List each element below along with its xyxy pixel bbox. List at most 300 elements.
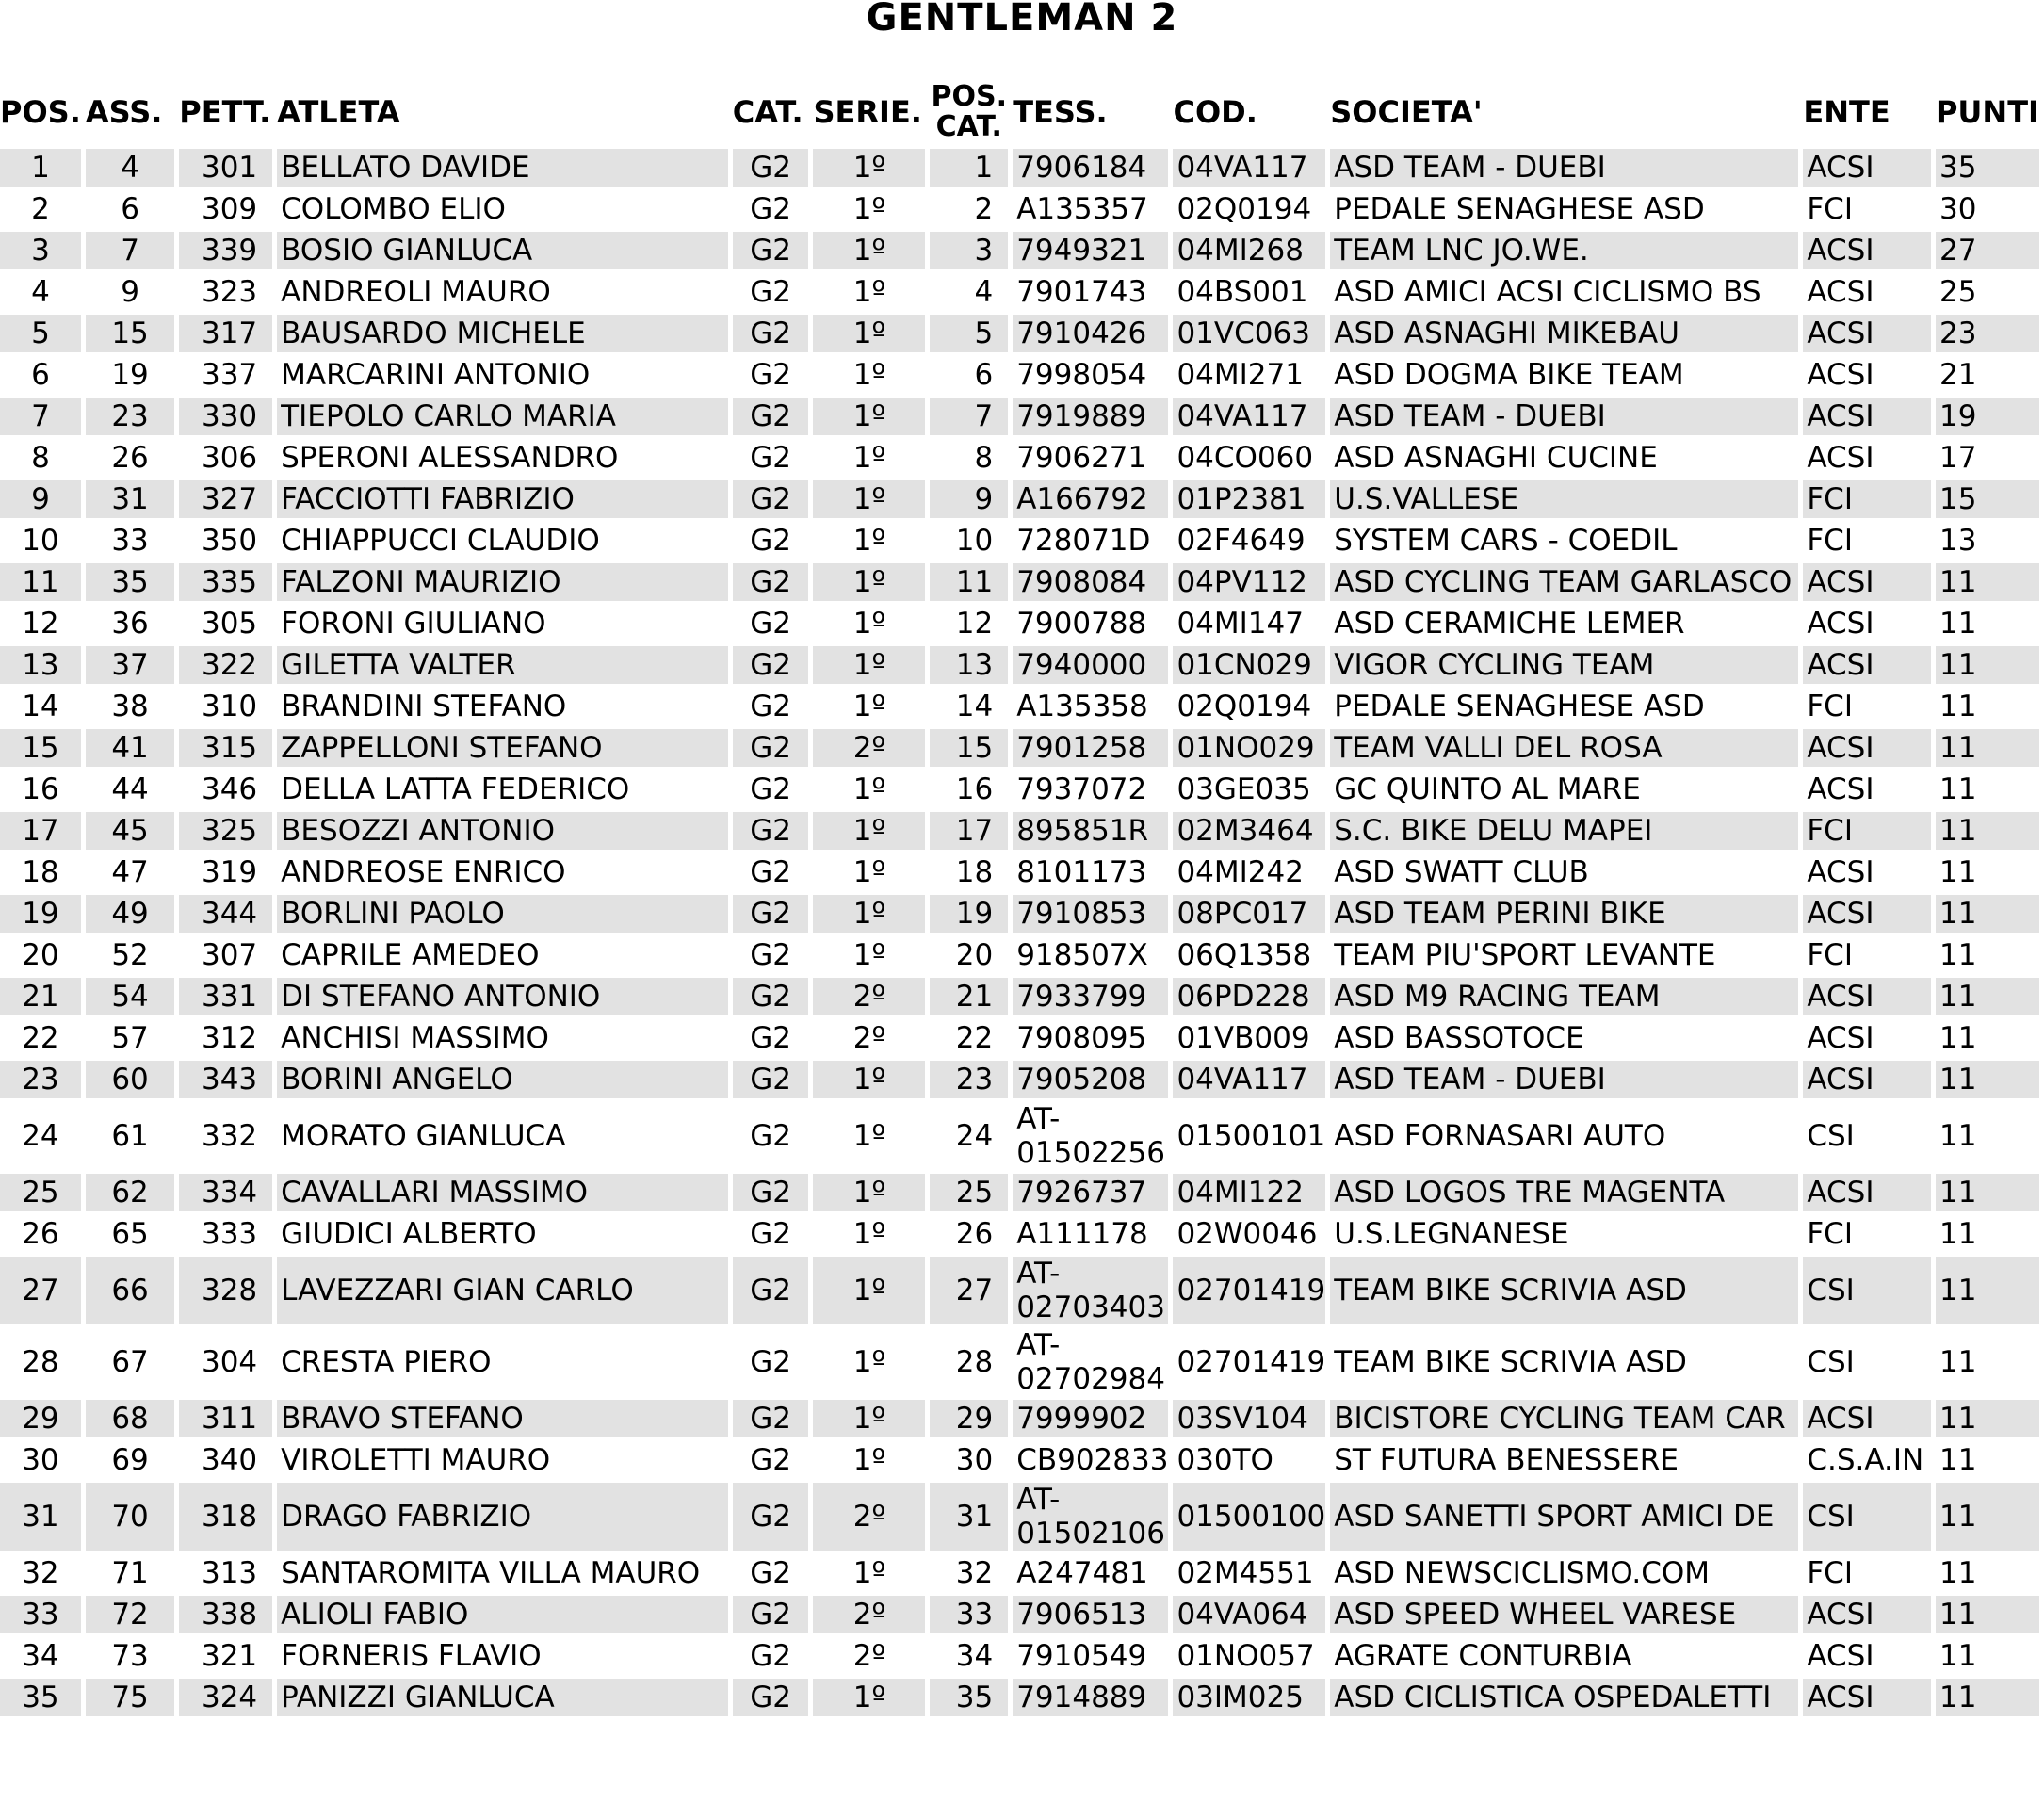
cell-ente: ACSI	[1803, 646, 1931, 684]
table-row	[0, 190, 2039, 228]
table-row	[0, 936, 2039, 974]
cell-ente: ACSI	[1803, 1061, 1931, 1098]
cell-tess: A111178	[1016, 1217, 1148, 1251]
cell-cat: G2	[750, 1021, 791, 1055]
cell-atleta: DI STEFANO ANTONIO	[277, 978, 728, 1015]
cell-cat: G2	[733, 398, 809, 435]
table-row	[0, 1215, 2039, 1253]
table-row	[0, 605, 2039, 642]
cell-cat: G2	[750, 441, 791, 475]
cell-punti: 11	[1936, 1679, 2039, 1716]
cell-punti: 11	[1939, 938, 1977, 972]
cell-serie: 1º	[852, 441, 886, 475]
table-row	[0, 688, 2039, 725]
cell-atleta: BRANDINI STEFANO	[281, 690, 567, 723]
cell-tess: 7914889	[1013, 1679, 1168, 1716]
table-row	[0, 1596, 2039, 1633]
cell-tess: 7933799	[1013, 978, 1168, 1015]
cell-societa: S.C. BIKE DELU MAPEI	[1330, 812, 1798, 850]
cell-pett: 304	[201, 1345, 258, 1379]
header-atleta: ATLETA	[277, 94, 400, 130]
cell-atleta: ANDREOSE ENRICO	[281, 855, 566, 889]
cell-pos-cat: 16	[955, 772, 994, 806]
cell-cat: G2	[733, 812, 809, 850]
cell-atleta: FACCIOTTI FABRIZIO	[277, 480, 728, 518]
cell-ass: 47	[111, 855, 149, 889]
cell-societa: ST FUTURA BENESSERE	[1334, 1443, 1679, 1477]
cell-pett: 325	[179, 812, 272, 850]
cell-cod: 01NO029	[1173, 729, 1325, 767]
cell-serie: 1º	[852, 607, 886, 641]
table-row	[0, 1328, 2039, 1396]
cell-ente: ACSI	[1807, 1021, 1874, 1055]
cell-cat: G2	[733, 1400, 809, 1437]
cell-pos: 32	[22, 1556, 59, 1590]
cell-ente: FCI	[1807, 1217, 1853, 1251]
cell-pos: 5	[0, 315, 81, 352]
cell-serie: 1º	[813, 480, 925, 518]
cell-atleta: TIEPOLO CARLO MARIA	[277, 398, 728, 435]
cell-cod: 04VA117	[1173, 1061, 1325, 1098]
cell-ass: 60	[86, 1061, 174, 1098]
cell-atleta: GILETTA VALTER	[277, 646, 728, 684]
cell-pos: 31	[0, 1483, 81, 1551]
cell-pos: 3	[0, 232, 81, 269]
cell-atleta: SANTAROMITA VILLA MAURO	[281, 1556, 701, 1590]
cell-societa: ASD CICLISTICA OSPEDALETTI	[1330, 1679, 1798, 1716]
cell-punti: 11	[1939, 772, 1977, 806]
table-row	[0, 1102, 2039, 1170]
cell-cat: G2	[733, 480, 809, 518]
cell-ass: 26	[111, 441, 149, 475]
cell-ente: FCI	[1807, 524, 1853, 558]
cell-pos-cat: 3	[930, 232, 1008, 269]
cell-serie: 2º	[813, 1596, 925, 1633]
cell-cod: 04BS001	[1176, 275, 1308, 309]
cell-pos: 34	[22, 1639, 59, 1673]
cell-ente: ACSI	[1803, 149, 1931, 187]
cell-atleta: DELLA LATTA FEDERICO	[281, 772, 630, 806]
cell-cat: G2	[733, 232, 809, 269]
cell-tess: A135358	[1016, 690, 1148, 723]
cell-tess: 7910549	[1016, 1639, 1147, 1673]
cell-pos: 20	[22, 938, 59, 972]
cell-tess: A135357	[1016, 192, 1148, 226]
cell-pos-cat: 33	[930, 1596, 1008, 1633]
cell-atleta: MORATO GIANLUCA	[281, 1119, 566, 1153]
cell-tess: 7901258	[1013, 729, 1168, 767]
cell-cat: G2	[750, 1119, 791, 1153]
cell-cod: 04MI122	[1173, 1174, 1325, 1211]
cell-cod: 01NO057	[1176, 1639, 1315, 1673]
table-row	[0, 149, 2039, 187]
cell-pos: 18	[22, 855, 59, 889]
cell-ente: ACSI	[1803, 895, 1931, 933]
table-row	[0, 1061, 2039, 1098]
cell-pos-cat: 17	[930, 812, 1008, 850]
cell-tess: 7906271	[1016, 441, 1147, 475]
cell-cat: G2	[733, 978, 809, 1015]
cell-cat: G2	[733, 729, 809, 767]
cell-cat: G2	[750, 1345, 791, 1379]
cell-cod: 04VA064	[1173, 1596, 1325, 1633]
cell-tess: CB902833	[1016, 1443, 1169, 1477]
cell-serie: 1º	[852, 938, 886, 972]
cell-tess: 7940000	[1013, 646, 1168, 684]
cell-ente: ACSI	[1807, 855, 1874, 889]
cell-pos: 1	[0, 149, 81, 187]
cell-serie: 1º	[813, 232, 925, 269]
cell-cod: 01P2381	[1173, 480, 1325, 518]
cell-tess: 7910853	[1013, 895, 1168, 933]
cell-cod: 02701419	[1176, 1345, 1326, 1379]
cell-pos-cat: 21	[930, 978, 1008, 1015]
cell-ente: ACSI	[1807, 441, 1874, 475]
table-row	[0, 480, 2039, 518]
cell-ente: FCI	[1807, 938, 1853, 972]
cell-punti: 35	[1936, 149, 2039, 187]
cell-pett: 335	[179, 563, 272, 601]
cell-ente: ACSI	[1807, 1639, 1874, 1673]
cell-ente: CSI	[1803, 1257, 1931, 1324]
cell-ente: FCI	[1803, 812, 1931, 850]
cell-serie: 1º	[813, 1061, 925, 1098]
cell-pos-cat: 11	[930, 563, 1008, 601]
cell-societa: ASD DOGMA BIKE TEAM	[1334, 358, 1684, 392]
cell-serie: 1º	[813, 398, 925, 435]
cell-cod: 04PV112	[1173, 563, 1325, 601]
cell-cod: 06PD228	[1173, 978, 1325, 1015]
cell-cod: 01VC063	[1173, 315, 1325, 352]
cell-cod: 03SV104	[1173, 1400, 1325, 1437]
cell-tess: AT-02703403	[1013, 1257, 1168, 1324]
cell-cod: 08PC017	[1173, 895, 1325, 933]
cell-cat: G2	[733, 563, 809, 601]
results-body	[0, 149, 2039, 1716]
cell-cod: 06Q1358	[1176, 938, 1312, 972]
cell-cod: 04MI147	[1176, 607, 1304, 641]
cell-ass: 45	[86, 812, 174, 850]
cell-atleta: BELLATO DAVIDE	[277, 149, 728, 187]
cell-societa: GC QUINTO AL MARE	[1334, 772, 1641, 806]
cell-tess: 728071D	[1016, 524, 1151, 558]
cell-pos-cat: 9	[930, 480, 1008, 518]
cell-punti: 17	[1939, 441, 1977, 475]
cell-punti: 15	[1936, 480, 2039, 518]
cell-tess: 918507X	[1016, 938, 1148, 972]
cell-pett: 301	[179, 149, 272, 187]
cell-serie: 1º	[852, 358, 886, 392]
cell-pos-cat: 6	[974, 358, 994, 392]
table-row	[0, 895, 2039, 933]
cell-societa: TEAM LNC JO.WE.	[1330, 232, 1798, 269]
cell-societa: ASD TEAM - DUEBI	[1330, 1061, 1798, 1098]
cell-pos: 17	[0, 812, 81, 850]
cell-atleta: COLOMBO ELIO	[281, 192, 506, 226]
cell-cat: G2	[733, 149, 809, 187]
cell-cod: 030TO	[1176, 1443, 1273, 1477]
cell-atleta: CAVALLARI MASSIMO	[277, 1174, 728, 1211]
header-societa: SOCIETA'	[1330, 94, 1483, 130]
cell-pos-cat: 14	[955, 690, 994, 723]
cell-ass: 69	[111, 1443, 149, 1477]
header-row	[0, 79, 2039, 145]
cell-pos-cat: 35	[930, 1679, 1008, 1716]
cell-ente: CSI	[1807, 1345, 1855, 1379]
cell-cat: G2	[733, 895, 809, 933]
cell-ass: 35	[86, 563, 174, 601]
table-row	[0, 646, 2039, 684]
cell-pos-cat: 7	[930, 398, 1008, 435]
cell-societa: TEAM BIKE SCRIVIA ASD	[1330, 1257, 1798, 1324]
cell-serie: 1º	[813, 1174, 925, 1211]
cell-punti: 30	[1939, 192, 1977, 226]
cell-pett: 339	[179, 232, 272, 269]
cell-pett: 323	[201, 275, 258, 309]
cell-pos-cat: 22	[955, 1021, 994, 1055]
cell-atleta: GIUDICI ALBERTO	[281, 1217, 537, 1251]
cell-pos: 2	[31, 192, 50, 226]
cell-cod: 04MI268	[1173, 232, 1325, 269]
table-row	[0, 522, 2039, 560]
cell-pos: 16	[22, 772, 59, 806]
cell-pett: 344	[179, 895, 272, 933]
cell-cod: 04MI242	[1176, 855, 1304, 889]
cell-ente: ACSI	[1803, 563, 1931, 601]
cell-tess: AT-02702984	[1016, 1328, 1165, 1396]
cell-punti: 11	[1936, 729, 2039, 767]
cell-pett: 317	[179, 315, 272, 352]
cell-pett: 306	[201, 441, 258, 475]
cell-ente: ACSI	[1803, 729, 1931, 767]
cell-punti: 11	[1936, 563, 2039, 601]
cell-serie: 1º	[813, 149, 925, 187]
cell-pett: 330	[179, 398, 272, 435]
cell-pett: 346	[201, 772, 258, 806]
cell-tess: 7919889	[1013, 398, 1168, 435]
cell-cod: 02M3464	[1173, 812, 1325, 850]
cell-ass: 68	[86, 1400, 174, 1437]
cell-pos: 13	[0, 646, 81, 684]
cell-ente: ACSI	[1807, 772, 1874, 806]
cell-cat: G2	[733, 1483, 809, 1551]
cell-pos: 29	[0, 1400, 81, 1437]
cell-pos-cat: 29	[930, 1400, 1008, 1437]
cell-tess: 7999902	[1013, 1400, 1168, 1437]
cell-ass: 6	[121, 192, 139, 226]
cell-cod: 04VA117	[1173, 398, 1325, 435]
cell-cat: G2	[750, 1639, 791, 1673]
cell-pos: 8	[31, 441, 50, 475]
cell-punti: 11	[1939, 1556, 1977, 1590]
cell-cat: G2	[750, 275, 791, 309]
cell-punti: 13	[1939, 524, 1977, 558]
cell-pos-cat: 1	[930, 149, 1008, 187]
cell-ente: ACSI	[1803, 1174, 1931, 1211]
cell-pett: 332	[201, 1119, 258, 1153]
cell-societa: ASD SPEED WHEEL VARESE	[1330, 1596, 1798, 1633]
cell-pett: 312	[201, 1021, 258, 1055]
cell-ente: ACSI	[1803, 1400, 1931, 1437]
cell-cod: 04MI271	[1176, 358, 1304, 392]
cell-atleta: CHIAPPUCCI CLAUDIO	[281, 524, 600, 558]
cell-pos-cat: 28	[955, 1345, 994, 1379]
cell-ass: 66	[86, 1257, 174, 1324]
cell-ass: 62	[86, 1174, 174, 1211]
table-row	[0, 1483, 2039, 1551]
cell-societa: PEDALE SENAGHESE ASD	[1334, 192, 1705, 226]
cell-pos: 6	[31, 358, 50, 392]
cell-pett: 343	[179, 1061, 272, 1098]
cell-punti: 11	[1936, 978, 2039, 1015]
cell-pett: 318	[179, 1483, 272, 1551]
cell-serie: 1º	[813, 1679, 925, 1716]
cell-ass: 70	[86, 1483, 174, 1551]
table-row	[0, 978, 2039, 1015]
table-row	[0, 1400, 2039, 1437]
cell-cod: 04VA117	[1173, 149, 1325, 187]
cell-ass: 65	[111, 1217, 149, 1251]
cell-tess: 7906184	[1013, 149, 1168, 187]
cell-serie: 2º	[852, 1639, 886, 1673]
cell-pos-cat: 13	[930, 646, 1008, 684]
cell-societa: TEAM PIU'SPORT LEVANTE	[1334, 938, 1716, 972]
cell-ass: 61	[111, 1119, 149, 1153]
cell-punti: 11	[1936, 1061, 2039, 1098]
cell-atleta: ALIOLI FABIO	[277, 1596, 728, 1633]
cell-serie: 1º	[813, 646, 925, 684]
cell-serie: 1º	[852, 1556, 886, 1590]
cell-societa: AGRATE CONTURBIA	[1334, 1639, 1632, 1673]
cell-cod: 01500101	[1176, 1119, 1326, 1153]
cell-ente: FCI	[1807, 192, 1853, 226]
cell-societa: ASD ASNAGHI MIKEBAU	[1330, 315, 1798, 352]
table-row	[0, 356, 2039, 394]
cell-tess: 8101173	[1016, 855, 1147, 889]
cell-pos: 22	[22, 1021, 59, 1055]
cell-pett: 322	[179, 646, 272, 684]
cell-ass: 9	[121, 275, 139, 309]
cell-tess: 7937072	[1016, 772, 1147, 806]
cell-societa: ASD M9 RACING TEAM	[1330, 978, 1798, 1015]
cell-pos: 24	[22, 1119, 59, 1153]
cell-tess: 7901743	[1016, 275, 1147, 309]
results-table	[0, 75, 2044, 1720]
cell-pos-cat: 32	[955, 1556, 994, 1590]
table-row	[0, 812, 2039, 850]
cell-atleta: BOSIO GIANLUCA	[277, 232, 728, 269]
cell-pos-cat: 30	[955, 1443, 994, 1477]
cell-pett: 321	[201, 1639, 258, 1673]
cell-punti: 11	[1939, 1443, 1977, 1477]
cell-ass: 36	[111, 607, 149, 641]
cell-cod: 03IM025	[1173, 1679, 1325, 1716]
cell-ass: 38	[111, 690, 149, 723]
cell-societa: ASD SANETTI SPORT AMICI DE	[1330, 1483, 1798, 1551]
cell-tess: A247481	[1016, 1556, 1148, 1590]
cell-serie: 1º	[813, 812, 925, 850]
cell-punti: 11	[1936, 1400, 2039, 1437]
cell-cat: G2	[750, 938, 791, 972]
page-title: GENTLEMAN 2	[866, 0, 1178, 40]
cell-atleta: FALZONI MAURIZIO	[277, 563, 728, 601]
cell-serie: 1º	[852, 524, 886, 558]
cell-pett: 310	[201, 690, 258, 723]
cell-serie: 2º	[813, 978, 925, 1015]
cell-ass: 75	[86, 1679, 174, 1716]
table-row	[0, 439, 2039, 477]
cell-pos-cat: 31	[930, 1483, 1008, 1551]
cell-atleta: ANCHISI MASSIMO	[281, 1021, 549, 1055]
cell-pett: 315	[179, 729, 272, 767]
cell-pos-cat: 18	[955, 855, 994, 889]
table-row	[0, 315, 2039, 352]
cell-ass: 49	[86, 895, 174, 933]
cell-cat: G2	[733, 1596, 809, 1633]
cell-pett: 327	[179, 480, 272, 518]
cell-cat: G2	[750, 524, 791, 558]
cell-ente: C.S.A.IN	[1807, 1443, 1924, 1477]
cell-serie: 1º	[852, 192, 886, 226]
cell-ente: ACSI	[1803, 978, 1931, 1015]
cell-punti: 11	[1939, 1639, 1977, 1673]
cell-pos: 28	[22, 1345, 59, 1379]
cell-pett: 334	[179, 1174, 272, 1211]
cell-tess: AT-01502106	[1013, 1483, 1168, 1551]
cell-ass: 31	[86, 480, 174, 518]
cell-punti: 25	[1939, 275, 1977, 309]
cell-punti: 27	[1936, 232, 2039, 269]
cell-pos: 14	[22, 690, 59, 723]
cell-serie: 1º	[852, 275, 886, 309]
cell-pos-cat: 26	[955, 1217, 994, 1251]
cell-pett: 309	[201, 192, 258, 226]
cell-cod: 03GE035	[1176, 772, 1311, 806]
cell-ass: 7	[86, 232, 174, 269]
cell-societa: BICISTORE CYCLING TEAM CAR	[1330, 1400, 1798, 1437]
cell-serie: 1º	[813, 895, 925, 933]
cell-atleta: CAPRILE AMEDEO	[281, 938, 540, 972]
cell-tess: 895851R	[1013, 812, 1168, 850]
cell-ente: ACSI	[1803, 232, 1931, 269]
cell-cat: G2	[733, 315, 809, 352]
cell-ass: 73	[111, 1639, 149, 1673]
cell-tess: 7906513	[1013, 1596, 1168, 1633]
table-row	[0, 729, 2039, 767]
cell-cod: 01VB009	[1176, 1021, 1310, 1055]
cell-ass: 19	[111, 358, 149, 392]
cell-ass: 57	[111, 1021, 149, 1055]
cell-pos: 11	[0, 563, 81, 601]
cell-punti: 11	[1936, 646, 2039, 684]
cell-pos-cat: 20	[955, 938, 994, 972]
cell-punti: 11	[1936, 1257, 2039, 1324]
table-row	[0, 853, 2039, 891]
cell-pos-cat: 15	[930, 729, 1008, 767]
cell-societa: ASD FORNASARI AUTO	[1334, 1119, 1666, 1153]
cell-atleta: PANIZZI GIANLUCA	[277, 1679, 728, 1716]
cell-atleta: BESOZZI ANTONIO	[277, 812, 728, 850]
cell-societa: ASD BASSOTOCE	[1334, 1021, 1584, 1055]
cell-pett: 333	[201, 1217, 258, 1251]
cell-pos: 35	[0, 1679, 81, 1716]
cell-ente: CSI	[1807, 1119, 1855, 1153]
cell-tess: A166792	[1013, 480, 1168, 518]
cell-societa: VIGOR CYCLING TEAM	[1330, 646, 1798, 684]
cell-atleta: ZAPPELLONI STEFANO	[277, 729, 728, 767]
cell-cod: 02F4649	[1176, 524, 1306, 558]
table-row	[0, 232, 2039, 269]
